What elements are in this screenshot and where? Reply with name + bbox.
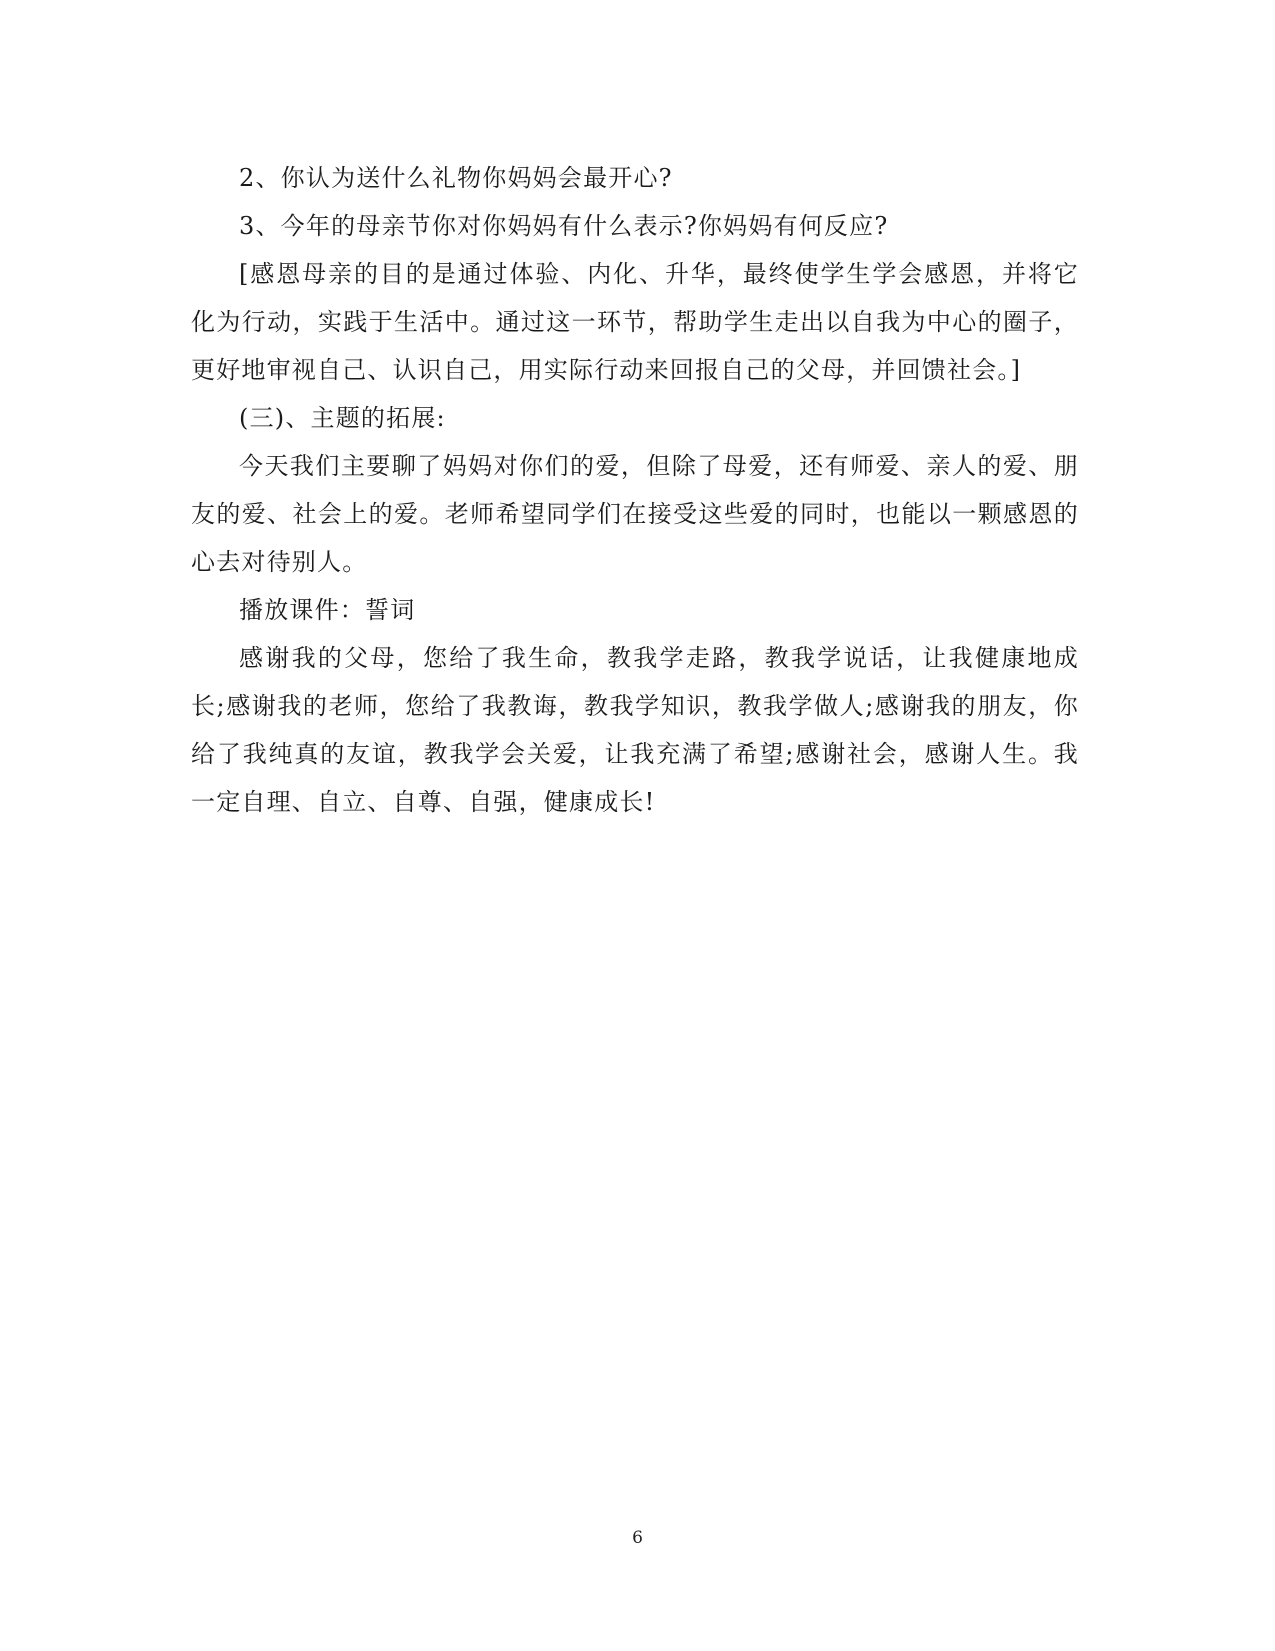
section-heading-theme-extension: (三)、主题的拓展:	[239, 404, 446, 432]
extension-paragraph: 今天我们主要聊了妈妈对你们的爱，但除了母爱，还有师爱、亲人的爱、朋友的爱、社会上的爱。老师希望同学们在接受这些爱的同时，也能以一颗感恩的心去对待别人。	[191, 452, 1079, 576]
design-note-paragraph: [感恩母亲的目的是通过体验、内化、升华，最终使学生学会感恩，并将它化为行动，实践于生活中。通过这一环节，帮助学生走出以自我为中心的圈子，更好地审视自己、认识自己，用实际行动来回报自己的父母，并回馈社会。]	[191, 260, 1079, 384]
page-body	[191, 154, 1079, 826]
courseware-label: 播放课件：誓词	[239, 596, 416, 624]
page-number: 6	[632, 1528, 643, 1548]
question-2: 2、你认为送什么礼物你妈妈会最开心?	[239, 164, 673, 192]
question-3: 3、今年的母亲节你对你妈妈有什么表示?你妈妈有何反应?	[239, 212, 889, 240]
oath-paragraph: 感谢我的父母，您给了我生命，教我学走路，教我学说话，让我健康地成长;感谢我的老师，您给了我教诲，教我学知识，教我学做人;感谢我的朋友，你给了我纯真的友谊，教我学会关爱，让我充满了希望;感谢社会，感谢人生。我一定自理、自立、自尊、自强，健康成长!	[191, 644, 1079, 816]
